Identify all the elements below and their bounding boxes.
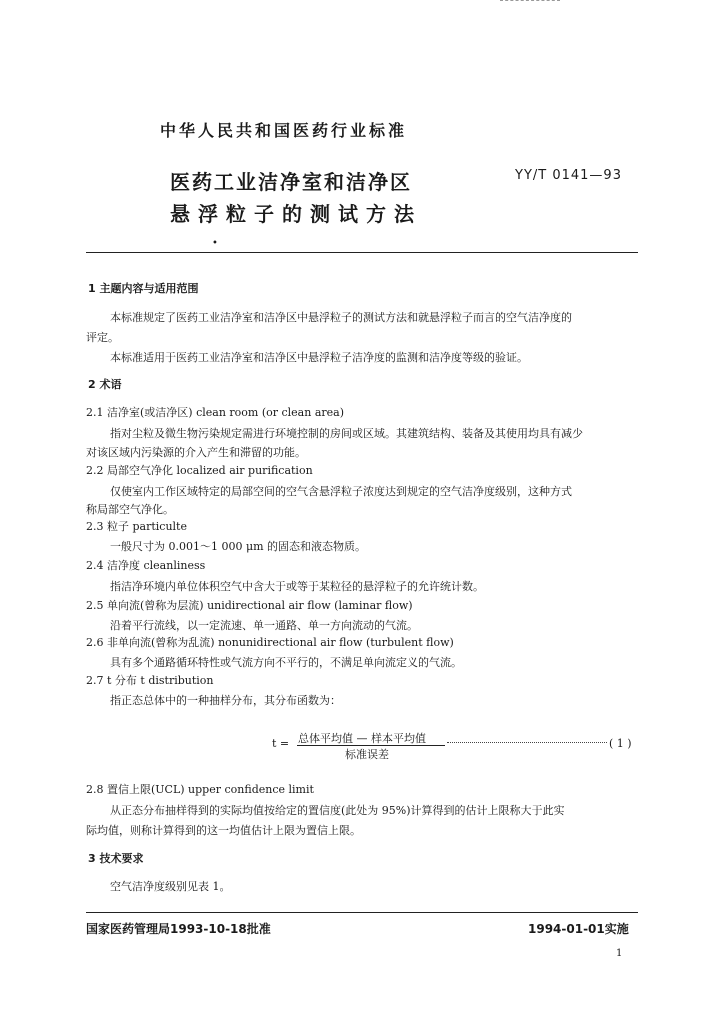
term-2-3-def: 一般尺寸为 0.001～1 000 μm 的固态和液态物质。 [110, 540, 367, 553]
section-2-heading: 2 术语 [88, 378, 122, 391]
document-title-line2: 悬浮粒子的测试方法 [170, 202, 422, 226]
term-2-8-def-line1: 从正态分布抽样得到的实际均值按给定的置信度(此处为 95%)计算得到的估计上限称大于此实 [110, 804, 565, 817]
term-2-4: 2.4 洁净度 cleanliness [86, 559, 206, 572]
section-1-paragraph1-line2: 评定。 [86, 331, 119, 344]
term-2-7-def: 指正态总体中的一种抽样分布，其分布函数为： [110, 694, 341, 707]
formula-numerator: 总体平均值 — 样本平均值 [298, 732, 426, 745]
effective-date: 1994-01-01实施 [528, 922, 629, 936]
header-rule [86, 252, 638, 253]
term-2-3: 2.3 粒子 particulte [86, 520, 187, 533]
section-1-paragraph2: 本标准适用于医药工业洁净室和洁净区中悬浮粒子洁净度的监测和洁净度等级的验证。 [110, 351, 528, 364]
term-2-2: 2.2 局部空气净化 localized air purification [86, 464, 313, 477]
standard-code: YY/T 0141—93 [515, 168, 622, 183]
term-2-1-def-line1: 指对尘粒及微生物污染规定需进行环境控制的房间或区域。其建筑结构、装备及其使用均具有减少 [110, 427, 583, 440]
approval-line: 国家医药管理局1993-10-18批准 [86, 922, 271, 936]
standard-name: 中华人民共和国医药行业标准 [160, 121, 408, 140]
section-3-paragraph: 空气洁净度级别见表 1。 [110, 880, 231, 893]
footer-rule [86, 912, 638, 913]
term-2-1-def-line2: 对该区域内污染源的介入产生和滞留的功能。 [86, 446, 306, 459]
term-2-2-def-line1: 仅使室内工作区域特定的局部空间的空气含悬浮粒子浓度达到规定的空气洁净度级别，这种方式 [110, 485, 572, 498]
term-2-8: 2.8 置信上限(UCL) upper confidence limit [86, 783, 314, 796]
section-1-heading: 1 主题内容与适用范围 [88, 282, 199, 295]
document-title-line1: 医药工业洁净室和洁净区 [170, 170, 412, 194]
term-2-6-def: 具有多个通路循环特性或气流方向不平行的，不满足单向流定义的气流。 [110, 656, 462, 669]
scan-mark [500, 0, 560, 5]
term-2-7: 2.7 t 分布 t distribution [86, 674, 214, 687]
term-2-2-def-line2: 称局部空气净化。 [86, 503, 174, 516]
page-number: 1 [616, 948, 623, 959]
term-2-4-def: 指洁净环境内单位体积空气中含大于或等于某粒径的悬浮粒子的允许统计数。 [110, 580, 484, 593]
formula-number: ( 1 ) [609, 737, 632, 750]
term-2-8-def-line2: 际均值，则称计算得到的这一均值估计上限为置信上限。 [86, 824, 361, 837]
term-2-1: 2.1 洁净室(或洁净区) clean room (or clean area) [86, 406, 344, 419]
section-3-heading: 3 技术要求 [88, 852, 144, 865]
term-2-6: 2.6 非单向流(曾称为乱流) nonunidirectional air flow (turbulent flow) [86, 636, 454, 649]
formula-leader-dots [447, 742, 607, 743]
formula-lhs: t = [272, 737, 290, 750]
scan-dot: • [212, 238, 218, 249]
section-1-paragraph1-line1: 本标准规定了医药工业洁净室和洁净区中悬浮粒子的测试方法和就悬浮粒子而言的空气洁净度的 [110, 311, 572, 324]
formula-denominator: 标准误差 [345, 748, 389, 761]
term-2-5: 2.5 单向流(曾称为层流) unidirectional air flow (laminar flow) [86, 599, 413, 612]
term-2-5-def: 沿着平行流线，以一定流速、单一通路、单一方向流动的气流。 [110, 619, 418, 632]
